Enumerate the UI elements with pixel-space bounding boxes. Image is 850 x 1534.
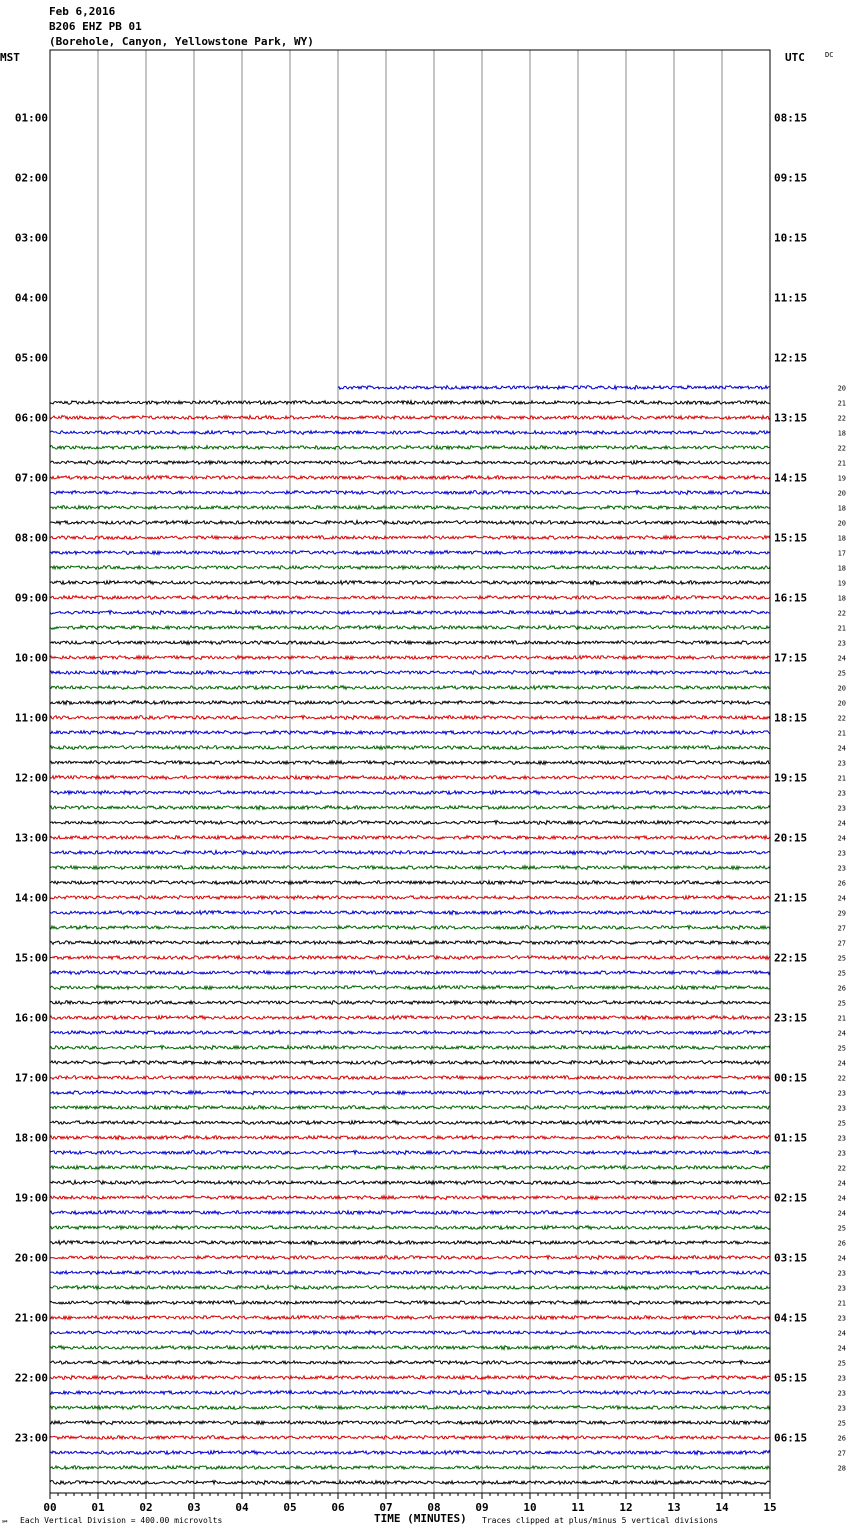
seismic-trace (50, 1241, 770, 1245)
seismic-trace (50, 986, 770, 990)
seismic-trace (50, 746, 770, 750)
seismic-trace (50, 1061, 770, 1065)
x-tick-label: 07 (379, 1501, 393, 1514)
seismic-trace (50, 1436, 770, 1440)
x-tick-label: 02 (139, 1501, 153, 1514)
seismic-trace (50, 536, 770, 540)
row-value-label: 24 (837, 1329, 846, 1338)
row-value-label: 25 (837, 1119, 846, 1128)
seismic-trace (50, 821, 770, 825)
x-tick-label: 08 (427, 1501, 441, 1514)
right-hour-label: 21:15 (774, 891, 808, 905)
seismic-trace (50, 491, 770, 495)
seismic-trace (50, 446, 770, 450)
row-value-label: 23 (837, 639, 846, 648)
row-value-label: 23 (837, 759, 846, 768)
row-value-label: 21 (837, 459, 846, 468)
seismic-trace (50, 1196, 770, 1200)
seismic-trace (50, 1361, 770, 1365)
left-hour-label: 07:00 (14, 471, 48, 485)
seismic-trace (50, 971, 770, 975)
row-value-label: 24 (837, 1344, 846, 1353)
seismic-trace (50, 1376, 770, 1380)
right-hour-label: 13:15 (774, 411, 808, 425)
row-value-label: 24 (837, 1179, 846, 1188)
seismic-trace (50, 776, 770, 780)
seismic-trace (50, 836, 770, 840)
row-value-label: 28 (837, 1464, 846, 1473)
seismic-trace (50, 911, 770, 915)
seismic-trace (50, 1136, 770, 1140)
row-value-label: 21 (837, 1014, 846, 1023)
left-hour-label: 16:00 (14, 1011, 48, 1025)
seismic-trace (50, 1166, 770, 1170)
left-hour-label: 14:00 (14, 891, 48, 905)
label-group (0, 51, 846, 1528)
row-value-label: 24 (837, 819, 846, 828)
row-value-label: 24 (837, 1209, 846, 1218)
row-value-label: 21 (837, 1299, 846, 1308)
seismic-trace (50, 1226, 770, 1230)
row-value-label: 23 (837, 1104, 846, 1113)
row-value-label: 25 (837, 1044, 846, 1053)
seismic-trace (50, 626, 770, 630)
right-hour-label: 00:15 (774, 1071, 808, 1085)
row-value-label: 22 (837, 609, 846, 618)
seismic-trace (50, 731, 770, 735)
seismic-trace (50, 761, 770, 765)
row-value-label: 25 (837, 669, 846, 678)
seismic-trace (50, 1466, 770, 1470)
left-hour-label: 21:00 (14, 1311, 48, 1325)
seismic-trace (50, 1346, 770, 1350)
row-value-label: 23 (837, 1269, 846, 1278)
x-tick-label: 10 (523, 1501, 537, 1514)
left-hour-label: 12:00 (14, 771, 48, 785)
row-value-label: 23 (837, 864, 846, 873)
right-hour-label: 12:15 (774, 351, 808, 365)
left-hour-label: 02:00 (14, 171, 48, 185)
scale-note: Each Vertical Division = 400.00 microvolts (20, 1516, 223, 1525)
right-hour-label: 08:15 (774, 111, 808, 125)
seismic-trace (50, 701, 770, 705)
seismic-trace (50, 1001, 770, 1005)
left-hour-label: 15:00 (14, 951, 48, 965)
row-value-label: 18 (837, 534, 846, 543)
seismic-trace (50, 686, 770, 690)
row-value-label: 26 (837, 879, 846, 888)
seismic-trace (50, 461, 770, 465)
seismic-trace (50, 1406, 770, 1410)
row-value-label: 24 (837, 1254, 846, 1263)
seismic-trace (50, 1031, 770, 1035)
left-hour-label: 13:00 (14, 831, 48, 845)
seismic-trace (50, 956, 770, 960)
right-hour-label: 09:15 (774, 171, 808, 185)
seismic-trace (50, 1091, 770, 1095)
left-hour-label: 08:00 (14, 531, 48, 545)
seismic-trace (50, 1451, 770, 1455)
row-value-label: 19 (837, 474, 846, 483)
row-value-label: 18 (837, 429, 846, 438)
row-value-label: 27 (837, 1449, 846, 1458)
seismic-trace (50, 416, 770, 420)
seismic-trace (50, 566, 770, 570)
seismic-trace (50, 581, 770, 585)
row-value-label: 22 (837, 1164, 846, 1173)
seismic-trace (50, 1286, 770, 1290)
right-hour-label: 01:15 (774, 1131, 808, 1145)
x-tick-label: 05 (283, 1501, 297, 1514)
header-location: (Borehole, Canyon, Yellowstone Park, WY) (49, 35, 314, 48)
row-value-label: 25 (837, 999, 846, 1008)
row-value-label: 20 (837, 699, 846, 708)
x-axis-title: TIME (MINUTES) (374, 1512, 467, 1525)
row-value-label: 22 (837, 444, 846, 453)
row-value-label: 20 (837, 519, 846, 528)
row-value-label: 23 (837, 1134, 846, 1143)
seismic-trace (50, 1271, 770, 1275)
row-value-label: 18 (837, 504, 846, 513)
x-tick-label: 00 (43, 1501, 57, 1514)
right-hour-label: 14:15 (774, 471, 808, 485)
left-hour-label: 10:00 (14, 651, 48, 665)
row-value-label: 22 (837, 714, 846, 723)
right-hour-label: 02:15 (774, 1191, 808, 1205)
seismic-trace (50, 596, 770, 600)
right-hour-label: 18:15 (774, 711, 808, 725)
right-hour-label: 10:15 (774, 231, 808, 245)
left-hour-label: 09:00 (14, 591, 48, 605)
x-tick-label: 09 (475, 1501, 489, 1514)
row-value-label: 24 (837, 654, 846, 663)
seismic-trace (50, 896, 770, 900)
seismic-trace (50, 521, 770, 525)
row-value-label: 23 (837, 849, 846, 858)
left-hour-label: 03:00 (14, 231, 48, 245)
seismic-trace (50, 716, 770, 720)
clip-note: Traces clipped at plus/minus 5 vertical divisions (482, 1516, 719, 1525)
corner-mark: ℠ (1, 1519, 10, 1528)
left-hour-label: 17:00 (14, 1071, 48, 1085)
seismic-trace (50, 1481, 770, 1485)
left-hour-label: 23:00 (14, 1431, 48, 1445)
seismic-trace (50, 641, 770, 645)
row-value-label: 20 (837, 384, 846, 393)
left-hour-label: 22:00 (14, 1371, 48, 1385)
row-value-label: 19 (837, 579, 846, 588)
row-value-label: 21 (837, 729, 846, 738)
x-tick-label: 01 (91, 1501, 105, 1514)
left-hour-label: 05:00 (14, 351, 48, 365)
seismic-trace (50, 401, 770, 405)
right-axis-title: UTC (785, 51, 805, 64)
seismic-trace (50, 1256, 770, 1260)
row-value-label: 23 (837, 1404, 846, 1413)
right-hour-label: 04:15 (774, 1311, 808, 1325)
row-value-label: 23 (837, 1089, 846, 1098)
dc-label: DC (825, 51, 834, 59)
x-tick-label: 11 (571, 1501, 585, 1514)
right-hour-label: 17:15 (774, 651, 808, 665)
row-value-label: 27 (837, 924, 846, 933)
left-hour-label: 11:00 (14, 711, 48, 725)
x-tick-label: 14 (715, 1501, 729, 1514)
x-tick-label: 04 (235, 1501, 249, 1514)
seismic-trace (50, 551, 770, 555)
right-hour-label: 19:15 (774, 771, 808, 785)
row-value-label: 23 (837, 789, 846, 798)
right-hour-label: 15:15 (774, 531, 808, 545)
row-value-label: 18 (837, 594, 846, 603)
row-value-label: 23 (837, 1149, 846, 1158)
seismic-trace (50, 671, 770, 675)
row-value-label: 24 (837, 894, 846, 903)
plot-frame (50, 50, 770, 1493)
header-station: B206 EHZ PB 01 (49, 20, 142, 33)
x-tick-label: 13 (667, 1501, 681, 1514)
seismic-trace (50, 1076, 770, 1080)
seismic-trace (50, 926, 770, 930)
row-value-label: 24 (837, 834, 846, 843)
x-tick-label: 06 (331, 1501, 345, 1514)
seismic-trace (50, 1106, 770, 1110)
left-axis-title: MST (0, 51, 20, 64)
right-hour-label: 16:15 (774, 591, 808, 605)
left-hour-label: 06:00 (14, 411, 48, 425)
row-value-label: 24 (837, 1194, 846, 1203)
right-hour-label: 11:15 (774, 291, 808, 305)
right-hour-label: 20:15 (774, 831, 808, 845)
row-value-label: 22 (837, 414, 846, 423)
seismic-trace (50, 1016, 770, 1020)
seismic-trace (50, 1046, 770, 1050)
seismic-trace (50, 881, 770, 885)
row-value-label: 23 (837, 1314, 846, 1323)
row-value-label: 26 (837, 1434, 846, 1443)
right-hour-label: 06:15 (774, 1431, 808, 1445)
seismic-trace (50, 1316, 770, 1320)
x-tick-label: 12 (619, 1501, 633, 1514)
row-value-label: 26 (837, 1239, 846, 1248)
row-value-label: 25 (837, 969, 846, 978)
trace-group (50, 386, 770, 1485)
row-value-label: 23 (837, 1374, 846, 1383)
right-hour-label: 23:15 (774, 1011, 808, 1025)
header-date: Feb 6,2016 (49, 5, 116, 18)
seismic-trace (50, 506, 770, 510)
seismic-trace (50, 1211, 770, 1215)
row-value-label: 25 (837, 954, 846, 963)
left-hour-label: 20:00 (14, 1251, 48, 1265)
row-value-label: 20 (837, 684, 846, 693)
seismic-trace (50, 1121, 770, 1125)
left-hour-label: 18:00 (14, 1131, 48, 1145)
seismic-trace (50, 866, 770, 870)
seismic-trace (50, 851, 770, 855)
seismic-trace (50, 791, 770, 795)
row-value-label: 21 (837, 399, 846, 408)
left-hour-label: 19:00 (14, 1191, 48, 1205)
row-value-label: 26 (837, 984, 846, 993)
row-value-label: 21 (837, 774, 846, 783)
seismic-trace (50, 1391, 770, 1395)
row-value-label: 25 (837, 1419, 846, 1428)
seismic-trace (50, 1181, 770, 1185)
row-value-label: 21 (837, 624, 846, 633)
row-value-label: 20 (837, 489, 846, 498)
row-value-label: 25 (837, 1359, 846, 1368)
row-value-label: 24 (837, 744, 846, 753)
right-hour-label: 03:15 (774, 1251, 808, 1265)
row-value-label: 23 (837, 804, 846, 813)
seismic-trace (50, 611, 770, 615)
seismic-trace (50, 1421, 770, 1425)
row-value-label: 23 (837, 1284, 846, 1293)
seismic-trace (50, 476, 770, 480)
seismic-trace (50, 656, 770, 660)
row-value-label: 23 (837, 1389, 846, 1398)
row-value-label: 24 (837, 1059, 846, 1068)
x-tick-label: 03 (187, 1501, 201, 1514)
seismic-trace (50, 1331, 770, 1335)
row-value-label: 25 (837, 1224, 846, 1233)
row-value-label: 29 (837, 909, 846, 918)
left-hour-label: 01:00 (14, 111, 48, 125)
x-tick-label: 15 (763, 1501, 777, 1514)
seismic-trace (338, 386, 770, 390)
seismic-trace (50, 1151, 770, 1155)
seismic-trace (50, 431, 770, 435)
row-value-label: 24 (837, 1029, 846, 1038)
seismic-trace (50, 941, 770, 945)
row-value-label: 27 (837, 939, 846, 948)
right-hour-label: 05:15 (774, 1371, 808, 1385)
row-value-label: 22 (837, 1074, 846, 1083)
axes-group (50, 50, 770, 1499)
right-hour-label: 22:15 (774, 951, 808, 965)
grid-lines (98, 50, 722, 1493)
seismic-trace (50, 1301, 770, 1305)
row-value-label: 17 (837, 549, 846, 558)
seismic-trace (50, 806, 770, 810)
row-value-label: 18 (837, 564, 846, 573)
left-hour-label: 04:00 (14, 291, 48, 305)
